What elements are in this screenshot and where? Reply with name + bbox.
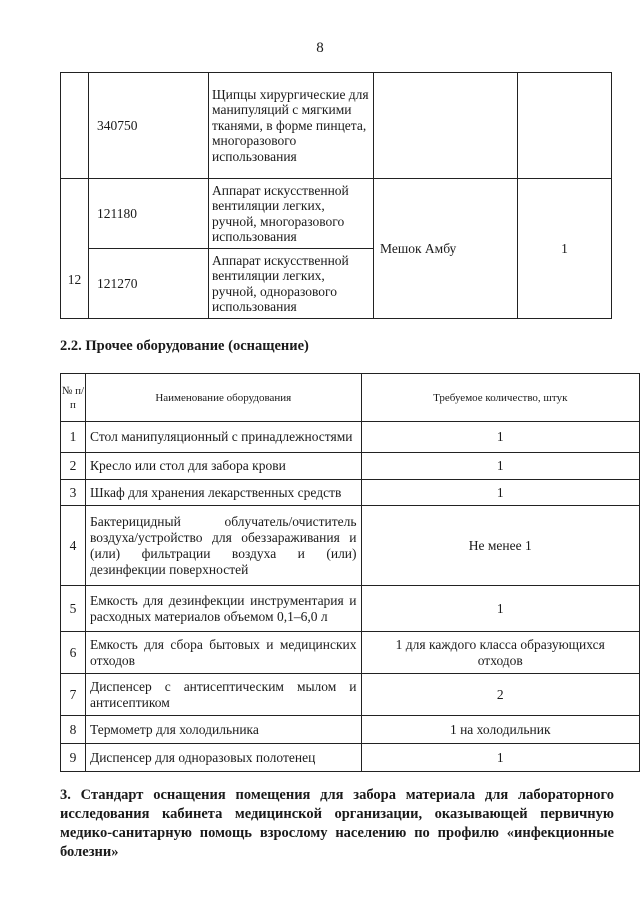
- table-row: [61, 179, 612, 249]
- row-num: 5: [61, 586, 86, 632]
- row-qty: 1 на холодильник: [361, 716, 639, 744]
- row-qty: 1: [361, 453, 639, 480]
- quantity-cell: [518, 73, 612, 179]
- code-cell: 340750: [89, 73, 209, 179]
- header-num: № п/п: [61, 374, 86, 422]
- row-num: 8: [61, 716, 86, 744]
- row-qty: 1: [361, 480, 639, 506]
- quantity-cell: 1: [518, 179, 612, 319]
- table-row: [61, 506, 640, 586]
- header-name: Наименование оборудования: [86, 374, 362, 422]
- row-num: 9: [61, 744, 86, 772]
- row-num: 6: [61, 632, 86, 674]
- item-cell: Мешок Амбу: [374, 179, 518, 319]
- section-3-title: 3. Стандарт оснащения помещения для забора материала для лабораторного исследования кабинета медицинской организации, оказывающей первичную медико-санитарную помощь взрослому населению по профилю «инфекционные болезни»: [60, 787, 614, 860]
- row-num: 3: [61, 480, 86, 506]
- section-2-2-title: 2.2. Прочее оборудование (оснащение): [60, 338, 309, 354]
- row-name: Диспенсер с антисептическим мылом и антисептиком: [86, 674, 362, 716]
- table-row: [61, 716, 640, 744]
- row-num: 7: [61, 674, 86, 716]
- row-qty: 1: [361, 422, 639, 453]
- group-number: 12: [67, 271, 82, 287]
- table-row: [61, 422, 640, 453]
- header-qty: Требуемое количество, штук: [361, 374, 639, 422]
- row-name: Стол манипуляционный с принадлежностями: [86, 422, 362, 453]
- equipment-table-continued: [60, 72, 612, 319]
- item-cell: [374, 73, 518, 179]
- name-cell: Щипцы хирургические для манипуляций с мягкими тканями, в форме пинцета, многоразового использования: [209, 73, 374, 179]
- table-header-row: [61, 374, 640, 422]
- row-name: Термометр для холодильника: [86, 716, 362, 744]
- name-cell: Аппарат искусственной вентиляции легких, ручной, одноразового использования: [209, 249, 374, 319]
- table-row: [61, 632, 640, 674]
- row-qty: 1: [361, 744, 639, 772]
- row-name: Бактерицидный облучатель/очиститель воздуха/устройство для обеззараживания и (или) фильтрации воздуха и (или) дезинфекции поверхностей: [86, 506, 362, 586]
- row-name: Кресло или стол для забора крови: [86, 453, 362, 480]
- row-name: Емкость для сбора бытовых и медицинских отходов: [86, 632, 362, 674]
- row-name: Диспенсер для одноразовых полотенец: [86, 744, 362, 772]
- table-row: [61, 674, 640, 716]
- other-equipment-table: [60, 373, 640, 772]
- row-num: 2: [61, 453, 86, 480]
- table-row: [61, 586, 640, 632]
- table-row: [61, 453, 640, 480]
- row-name: Шкаф для хранения лекарственных средств: [86, 480, 362, 506]
- row-name: Емкость для дезинфекции инструментария и расходных материалов объемом 0,1–6,0 л: [86, 586, 362, 632]
- row-qty: 1: [361, 586, 639, 632]
- code-cell: 121180: [89, 179, 209, 249]
- row-number-cell: [61, 179, 89, 319]
- table-row: [61, 744, 640, 772]
- row-qty: 2: [361, 674, 639, 716]
- name-cell: Аппарат искусственной вентиляции легких, ручной, многоразового использования: [209, 179, 374, 249]
- row-qty: Не менее 1: [361, 506, 639, 586]
- row-num: 1: [61, 422, 86, 453]
- row-qty: 1 для каждого класса образующихся отходов: [361, 632, 639, 674]
- row-number-cell: [61, 73, 89, 179]
- code-cell: 121270: [89, 249, 209, 319]
- table-row: [61, 480, 640, 506]
- row-num: 4: [61, 506, 86, 586]
- page-number: 8: [316, 40, 324, 56]
- table-row: [61, 73, 612, 179]
